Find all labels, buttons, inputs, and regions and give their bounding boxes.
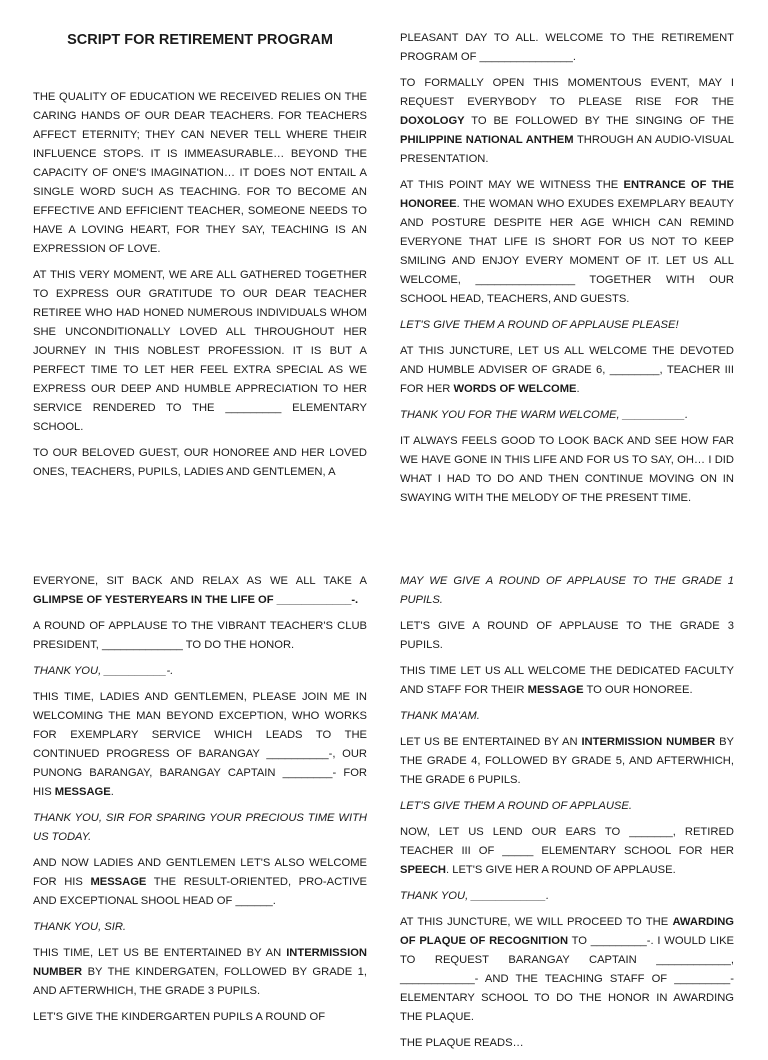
paragraph: LET'S GIVE THEM A ROUND OF APPLAUSE. [400, 800, 632, 812]
paragraph: THIS TIME, LADIES AND GENTLEMEN, PLEASE JOIN ME IN WELCOMING THE MAN BEYOND EXCEPTION, WHO WORKS FOR EXEMPLARY SERVICE WHICH LEADS TO THE CONTINUED PROGRESS OF BARANGAY __________-, OUR PUNONG BARANGAY, BARANGAY CAPTAIN ________- FOR HIS MESSAGE. [33, 691, 367, 798]
right-bottom-column [400, 572, 734, 1060]
paragraph: LET US BE ENTERTAINED BY AN INTERMISSION NUMBER BY THE GRADE 4, FOLLOWED BY GRADE 5, AND AFTERWHICH, THE GRADE 6 PUPILS. [400, 736, 734, 786]
paragraph: AT THIS POINT MAY WE WITNESS THE ENTRANCE OF THE HONOREE. THE WOMAN WHO EXUDES EXEMPLARY BEAUTY AND POSTURE DESPITE HER AGE WHICH CAN REMIND EVERYONE THAT LIFE IS SHORT FOR US NOT TO KEEP SMILING AND ENJOY EVERY MOMENT OF IT. LET US ALL WELCOME, ________________ TOGETHER WITH OUR SCHOOL HEAD, TEACHERS, AND GUESTS. [400, 179, 735, 305]
left-bottom-column [33, 572, 367, 1034]
paragraph: TO OUR BELOVED GUEST, OUR HONOREE AND HER LOVED ONES, TEACHERS, PUPILS, LADIES AND GENTLEMEN, A [33, 447, 367, 478]
paragraph: PLEASANT DAY TO ALL. WELCOME TO THE RETIREMENT PROGRAM OF _______________. [400, 32, 734, 63]
paragraph: THE PLAQUE READS… [400, 1037, 524, 1049]
paragraph: THIS TIME, LET US BE ENTERTAINED BY AN INTERMISSION NUMBER BY THE KINDERGATEN, FOLLOWED BY GRADE 1, AND AFTERWHICH, THE GRADE 3 PUPILS. [33, 947, 367, 997]
paragraph: LET'S GIVE THE KINDERGARTEN PUPILS A ROUND OF [33, 1011, 326, 1023]
paragraph: THE QUALITY OF EDUCATION WE RECEIVED RELIES ON THE CARING HANDS OF OUR DEAR TEACHERS. FOR TEACHERS AFFECT ETERNITY; THEY CAN NEVER TELL WHERE THEIR INFLUENCE STOPS. IT IS IMMEASURABLE… BEYOND THE CAPACITY OF ONE'S IMAGINATION… IT DOES NOT ENTAIL A SINGLE WORD SUCH AS TEACHING. FOR TO BECOME AN EFFECTIVE AND EFFICIENT TEACHER, SOMEONE NEEDS TO HAVE A LOVING HEART, FOR THEY SAY, TEACHING IS AN EXPRESSION OF LOVE. [33, 91, 367, 255]
paragraph: NOW, LET US LEND OUR EARS TO _______, RETIRED TEACHER III OF _____ ELEMENTARY SCHOOL FOR HER SPEECH. LET'S GIVE HER A ROUND OF APPLAUSE. [400, 826, 734, 876]
paragraph: LET'S GIVE THEM A ROUND OF APPLAUSE PLEASE! [400, 319, 679, 331]
paragraph: IT ALWAYS FEELS GOOD TO LOOK BACK AND SEE HOW FAR WE HAVE GONE IN THIS LIFE AND FOR US TO SAY, OH… I DID WHAT I HAD TO DO AND THEN CONTINUE MOVING ON IN SWAYING WITH THE MELODY OF THE PRESENT TIME. [400, 435, 734, 504]
paragraph: EVERYONE, SIT BACK AND RELAX AS WE ALL TAKE A GLIMPSE OF YESTERYEARS IN THE LIFE OF ____________-. [33, 575, 367, 606]
paragraph: THANK YOU, __________-. [33, 665, 174, 677]
paragraph: THANK YOU FOR THE WARM WELCOME, __________. [400, 409, 689, 421]
paragraph: AND NOW LADIES AND GENTLEMEN LET'S ALSO WELCOME FOR HIS MESSAGE THE RESULT-ORIENTED, PRO-ACTIVE AND EXCEPTIONAL SHOOL HEAD OF ______. [33, 857, 368, 907]
paragraph: THANK YOU, SIR FOR SPARING YOUR PRECIOUS TIME WITH US TODAY. [33, 812, 367, 843]
right-top-column [400, 29, 734, 515]
left-top-column [33, 88, 367, 489]
paragraph: AT THIS VERY MOMENT, WE ARE ALL GATHERED TOGETHER TO EXPRESS OUR GRATITUDE TO OUR DEAR TEACHER RETIREE WHO HAD HONED NUMEROUS INDIVIDUALS WHOM SHE UNCONDITIONALLY LOVED ALL THROUGHOUT HER JOURNEY IN THIS NOBLEST PROFESSION. IT IS BUT A PERFECT TIME TO LET HER FEEL EXTRA SPECIAL AS WE EXPRESS OUR DEEP AND HUMBLE APPRECIATION TO HER SERVICE RENDERED TO THE _________ ELEMENTARY SCHOOL. [33, 269, 367, 433]
paragraph: THANK MA'AM. [400, 710, 480, 722]
paragraph: TO FORMALLY OPEN THIS MOMENTOUS EVENT, MAY I REQUEST EVERYBODY TO PLEASE RISE FOR THE DOXOLOGY TO BE FOLLOWED BY THE SINGING OF THE PHILIPPINE NATIONAL ANTHEM THROUGH AN AUDIO-VISUAL PRESENTATION. [400, 77, 734, 165]
paragraph: AT THIS JUNCTURE, WE WILL PROCEED TO THE AWARDING OF PLAQUE OF RECOGNITION TO _________-. I WOULD LIKE TO REQUEST BARANGAY CAPTAIN ____________, ____________- AND THE TEACHING STAFF OF _________- ELEMENTARY SCHOOL TO DO THE HONOR IN AWARDING THE PLAQUE. [400, 916, 734, 1023]
paragraph: MAY WE GIVE A ROUND OF APPLAUSE TO THE GRADE 1 PUPILS. [400, 575, 734, 606]
paragraph: A ROUND OF APPLAUSE TO THE VIBRANT TEACHER'S CLUB PRESIDENT, _____________ TO DO THE HONOR. [33, 620, 367, 651]
paragraph: LET'S GIVE A ROUND OF APPLAUSE TO THE GRADE 3 PUPILS. [400, 620, 734, 651]
paragraph: THIS TIME LET US ALL WELCOME THE DEDICATED FACULTY AND STAFF FOR THEIR MESSAGE TO OUR HONOREE. [400, 665, 734, 696]
document-title: SCRIPT FOR RETIREMENT PROGRAM [67, 32, 333, 48]
paragraph: AT THIS JUNCTURE, LET US ALL WELCOME THE DEVOTED AND HUMBLE ADVISER OF GRADE 6, ________, TEACHER III FOR HER WORDS OF WELCOME. [400, 345, 734, 395]
paragraph: THANK YOU, ____________. [400, 890, 550, 902]
paragraph: THANK YOU, SIR. [33, 921, 127, 933]
